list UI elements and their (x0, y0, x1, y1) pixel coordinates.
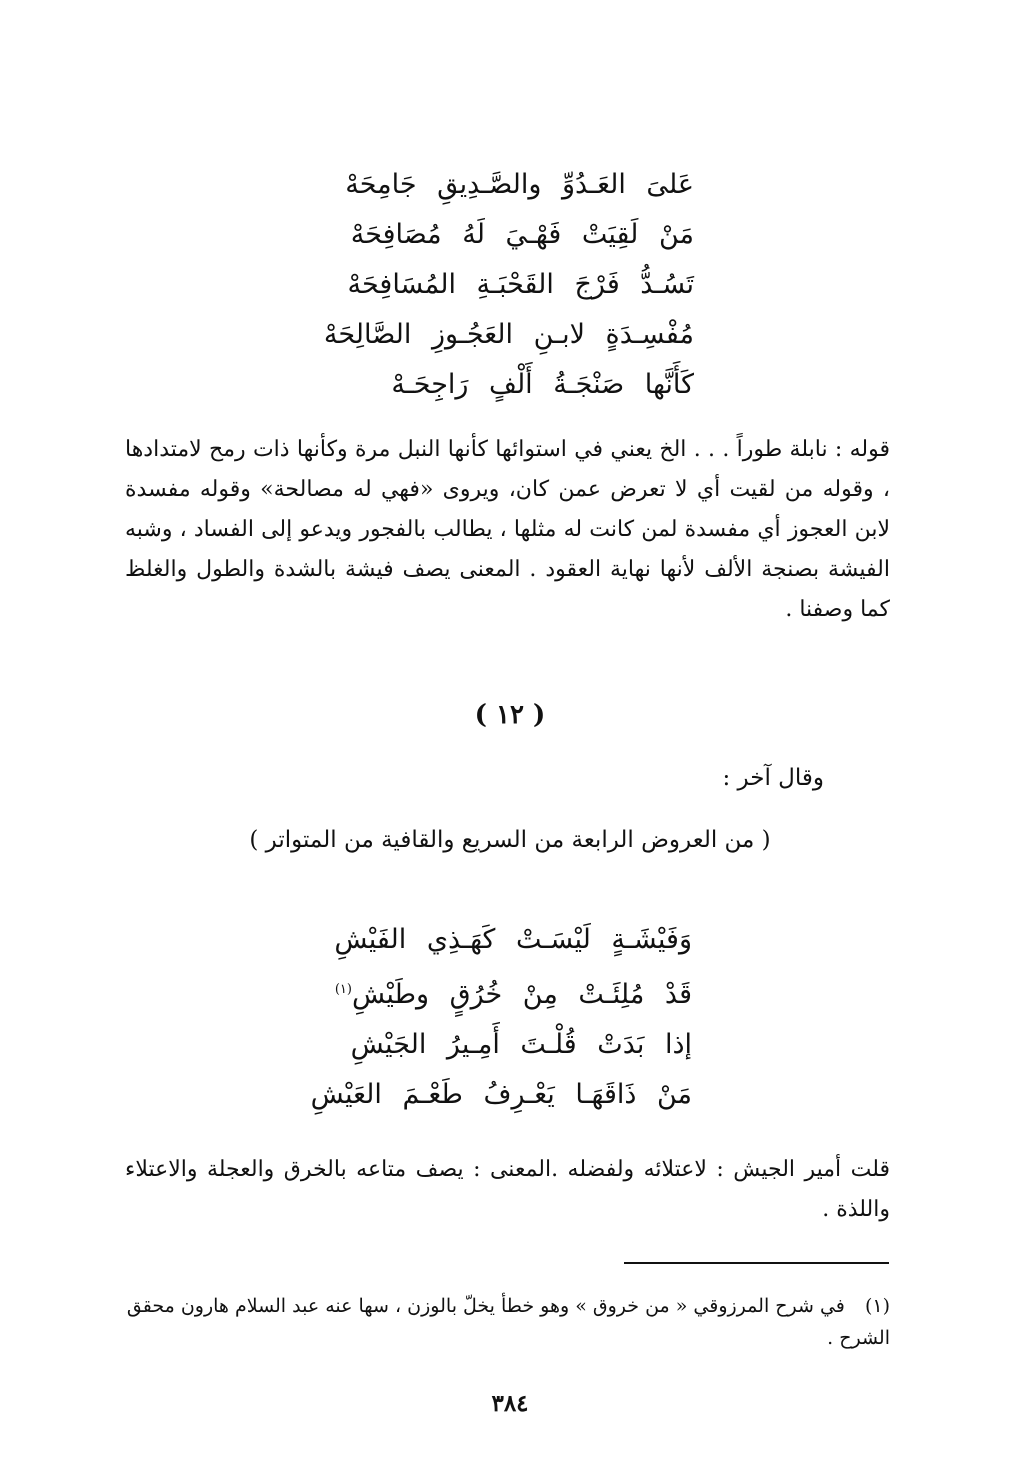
verse-line (311, 965, 692, 1020)
commentary-paragraph-1: قوله : نابلة طوراً . . . الخ يعني في استوائها كأنها النبل مرة وكأنها ذات رمح لامتدادها ، وقوله من لقيت أي لا تعرض عمن كان، ويروى «فهي له مصالحة» وقوله مفسدة لابن العجوز أي مفسدة لمن كانت له مثلها ، يطالب بالفجور ويدعو إلى الفساد ، وشبه الفيشة بصنجة الألف لأنها نهاية العقود . المعنى يصف فيشة بالشدة والطول والغلظ كما وصفنا . (125, 437, 890, 622)
footnote-separator (624, 1262, 889, 1264)
page-number: ٣٨٤ (491, 1390, 529, 1417)
verse-line: إذا بَدَتْ قُلْـتَ أَمِـيرُ الجَيْشِ (350, 1029, 692, 1060)
meter-note: ( من العروض الرابعة من السريع والقافية من المتواتر ) (249, 827, 771, 853)
footnote-marker: (١) (864, 1295, 890, 1317)
verse-text: قَدْ مُلِئَـتْ مِنْ خُرُقٍ وطَيْشِ (351, 979, 692, 1010)
verse-line: مَنْ ذَاقَهَـا يَعْـرِفُ طَعْـمَ العَيْشِ (310, 1079, 692, 1110)
footnote (125, 1290, 890, 1354)
verse-line: وَفَيْشَـةٍ لَيْسَـتْ كَهَـذِي الفَيْشِ (334, 924, 692, 955)
poem-verses-2 (311, 915, 692, 1120)
section-number: ( ١٢ ) (474, 700, 546, 730)
verse-line: مَنْ لَقِيَتْ فَهْـيَ لَهُ مُصَافِحَهْ (350, 219, 694, 250)
verse-line: مُفْسِـدَةٍ لابـنِ العَجُـوزِ الصَّالِحَهْ (323, 319, 694, 350)
poem-verses-1 (324, 160, 694, 410)
verse-line: عَلىَ العَـدُوِّ والصَّـدِيقِ جَامِحَهْ (345, 169, 694, 200)
poem-intro: وقال آخر : (722, 765, 824, 791)
footnote-reference: (١) (334, 982, 352, 997)
commentary-paragraph-2: قلت أمير الجيش : لاعتلائه ولفضله .المعنى : يصف متاعه بالخرق والعجلة والاعتلاء واللذة . (125, 1157, 890, 1222)
footnote-text: في شرح المرزوقي « من خروق » وهو خطأ يخلّ بالوزن ، سها عنه عبد السلام هارون محقق الشرح . (126, 1295, 890, 1349)
verse-line: كَأَنَّها صَنْجَـةُ أَلْفٍ رَاجِحَـهْ (391, 369, 694, 400)
verse-line: تَسُـدُّ فَرْجَ القَحْبَـةِ المُسَافِحَهْ (347, 269, 694, 300)
